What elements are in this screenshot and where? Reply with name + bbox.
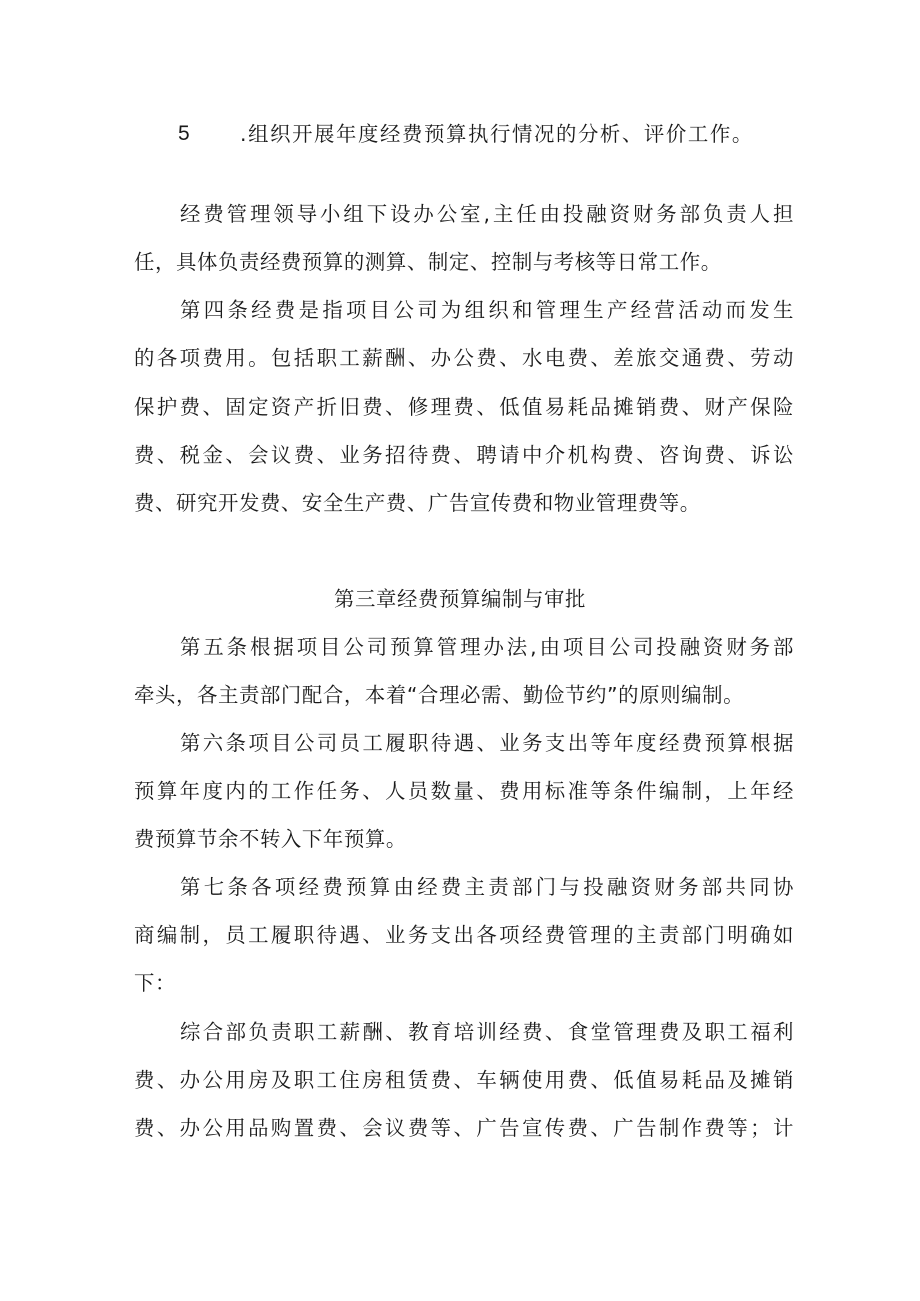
paragraph-line: 费、办公用品购置费、会议费等、广告宣传费、广告制作费等；计 bbox=[134, 1116, 794, 1140]
list-item-text: .组织开展年度经费预算执行情况的分析、评价工作。 bbox=[240, 122, 754, 146]
paragraph-line: 费、研究开发费、安全生产费、广告宣传费和物业管理费等。 bbox=[134, 491, 701, 515]
paragraph-line: 第五条根据项目公司预算管理办法,由项目公司投融资财务部 bbox=[180, 635, 794, 659]
paragraph-line: 任，具体负责经费预算的测算、制定、控制与考核等日常工作。 bbox=[134, 250, 722, 274]
paragraph-line: 下： bbox=[134, 971, 176, 995]
paragraph-line: 费、税金、会议费、业务招待费、聘请中介机构费、咨询费、诉讼 bbox=[134, 443, 794, 467]
paragraph-line: 的各项费用。包括职工薪酬、办公费、水电费、差旅交通费、劳动 bbox=[134, 346, 794, 370]
paragraph-line: 费、办公用房及职工住房租赁费、车辆使用费、低值易耗品及摊销 bbox=[134, 1068, 794, 1092]
paragraph-line: 保护费、固定资产折旧费、修理费、低值易耗品摊销费、财产保险 bbox=[134, 395, 794, 419]
paragraph-line: 预算年度内的工作任务、人员数量、费用标准等条件编制，上年经 bbox=[134, 779, 794, 803]
chapter-heading: 第三章经费预算编制与审批 bbox=[334, 587, 586, 611]
paragraph-line: 经费管理领导小组下设办公室,主任由投融资财务部负责人担 bbox=[180, 202, 794, 226]
paragraph-line: 综合部负责职工薪酬、教育培训经费、食堂管理费及职工福利 bbox=[180, 1020, 794, 1044]
paragraph-line: 费预算节余不转入下年预算。 bbox=[134, 827, 407, 851]
paragraph-line: 商编制，员工履职待遇、业务支出各项经费管理的主责部门明确如 bbox=[134, 923, 794, 947]
list-item-number: 5 bbox=[178, 122, 190, 145]
paragraph-line: 第四条经费是指项目公司为组织和管理生产经营活动而发生 bbox=[180, 298, 794, 322]
paragraph-line: 第六条项目公司员工履职待遇、业务支出等年度经费预算根据 bbox=[180, 731, 794, 755]
paragraph-line: 第七条各项经费预算由经费主责部门与投融资财务部共同协 bbox=[180, 875, 794, 899]
paragraph-line: 牵头，各主责部门配合，本着“合理必需、勤俭节约”的原则编制。 bbox=[134, 683, 745, 707]
